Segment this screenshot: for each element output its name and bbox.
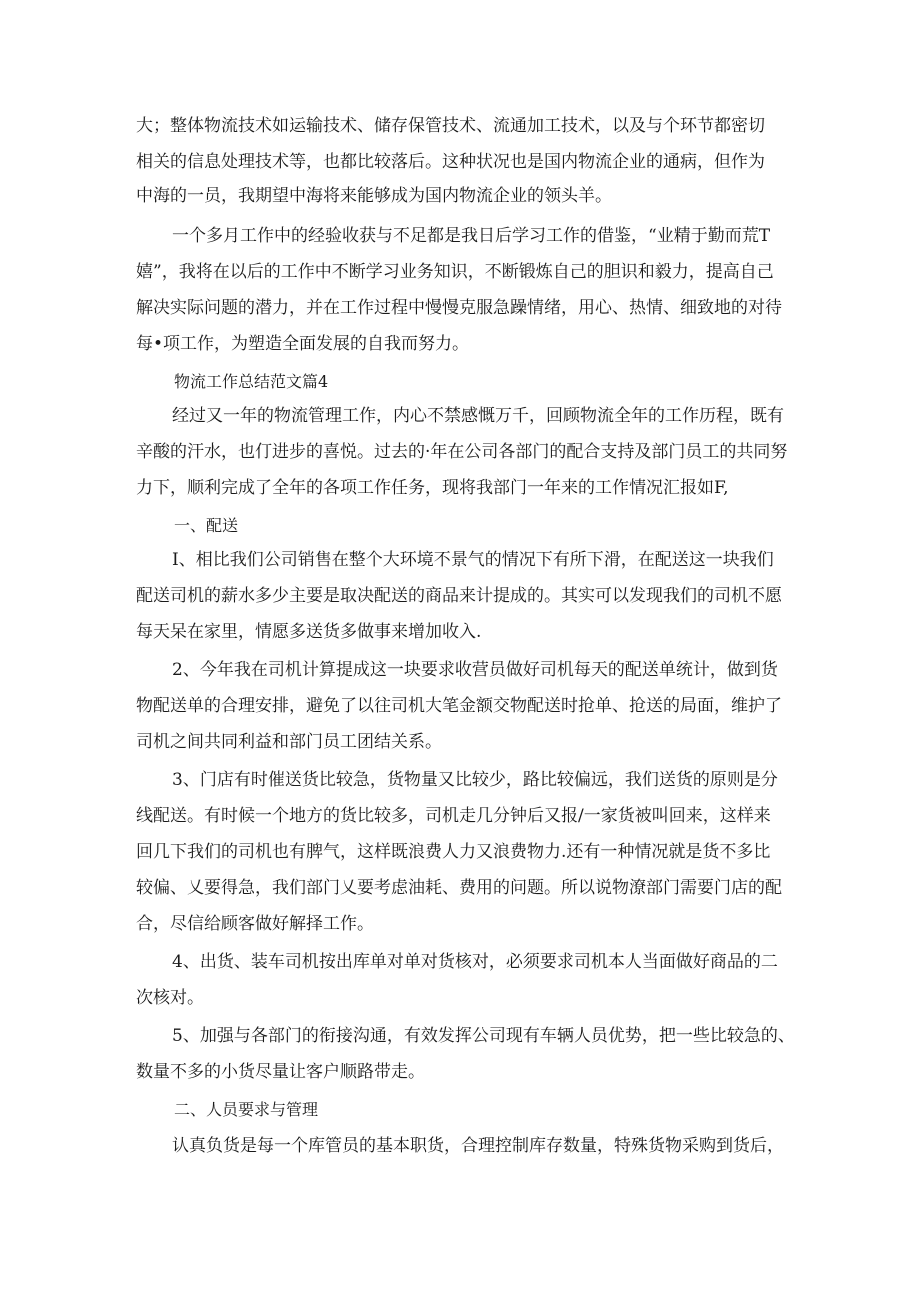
text-line: 次核对。 — [136, 988, 204, 1008]
text-line: 解决实际问题的潜力，并在工作过程中慢慢克服急躁情绪，用心、热情、细致地的对待 — [136, 298, 782, 318]
text-line: 2、今年我在司机计算提成这一块要求收营员做好司机每天的配送单统计，做到货 — [172, 660, 778, 680]
section-heading: 二、人员要求与管理 — [174, 1100, 319, 1119]
text-line: 力下，顺利完成了全年的各项工作任务，现将我部门一年来的工作情况汇报如F, — [136, 478, 729, 498]
text-line: 回几下我们的司机也有脾气，这样既浪费人力又浪费物力.还有一种情况就是货不多比 — [136, 842, 771, 862]
text-line: 较偏、乂要得急，我们部门乂要考虑油耗、费用的问题。所以说物潦部门需要门店的配 — [136, 878, 782, 898]
text-line: 嬉”，我将在以后的工作中不断学习业务知识，不断锻炼自己的胆识和毅力，提高自己 — [136, 262, 774, 282]
text-line: 合，尽信给顾客做好解择工作。 — [136, 914, 374, 934]
text-line: 数量不多的小货尽量让客户顺路带走。 — [136, 1062, 425, 1082]
section-title: 物流工作总结范文篇4 — [174, 372, 329, 391]
text-line: 认真负货是每一个库管员的基本职货，合理控制库存数量，特殊货物采购到货后， — [172, 1136, 784, 1156]
text-line: 配送司机的薪水多少主要是取决配送的商品来计提成的。其实可以发现我们的司机不愿 — [136, 586, 782, 606]
text-line: 5、加强与各部门的衔接沟通，有效发挥公司现有车辆人员优势，把一些比较急的、 — [172, 1026, 795, 1046]
text-line: 物配送单的合理安排，避免了以往司机大笔金额交物配送时抢单、抢送的局面，维护了 — [136, 696, 782, 716]
text-line: 经过又一年的物流管理工作，内心不禁感慨万千，回顾物流全年的工作历程，既有 — [172, 406, 784, 426]
text-line: 司机之间共同利益和部门员工团结关系。 — [136, 732, 442, 752]
section-heading: 一、配送 — [174, 516, 239, 535]
text-line: 中海的一员，我期望中海将来能够成为国内物流企业的领头羊。 — [136, 186, 612, 206]
text-line: I、相比我们公司销售在整个大环境不景气的情况下有所下滑，在配送这一块我们 — [172, 550, 774, 570]
text-line: 3、门店有时催送货比较急，货物量又比较少，路比较偏远，我们送货的原则是分 — [172, 770, 778, 790]
text-line: 一个多月工作中的经验收获与不足都是我日后学习工作的借鉴，“业精于勤而荒T — [172, 226, 771, 246]
text-line: 大；整体物流技术如运输技术、储存保管技术、流通加工技术，以及与个环节都密切 — [136, 116, 765, 136]
text-line: 4、出货、装车司机按出库单对单对货核对，必须要求司机本人当面做好商品的二 — [172, 952, 778, 972]
text-line: 辛酸的汗水，也仃进步的喜悦。过去的·年在公司各部门的配合支持及部门员工的共同努 — [136, 442, 788, 462]
text-line: 每•项工作，为塑造全面发展的自我而努力。 — [136, 334, 470, 354]
text-line: 线配送。有时候一个地方的货比较多，司机走几分钟后又报/一家货被叫回来，这样来 — [136, 806, 771, 826]
text-line: 每天呆在家里，情愿多送货多做事来增加收入. — [136, 622, 482, 642]
text-line: 相关的信息处理技术等，也都比较落后。这种状况也是国内物流企业的通病，但作为 — [136, 152, 765, 172]
